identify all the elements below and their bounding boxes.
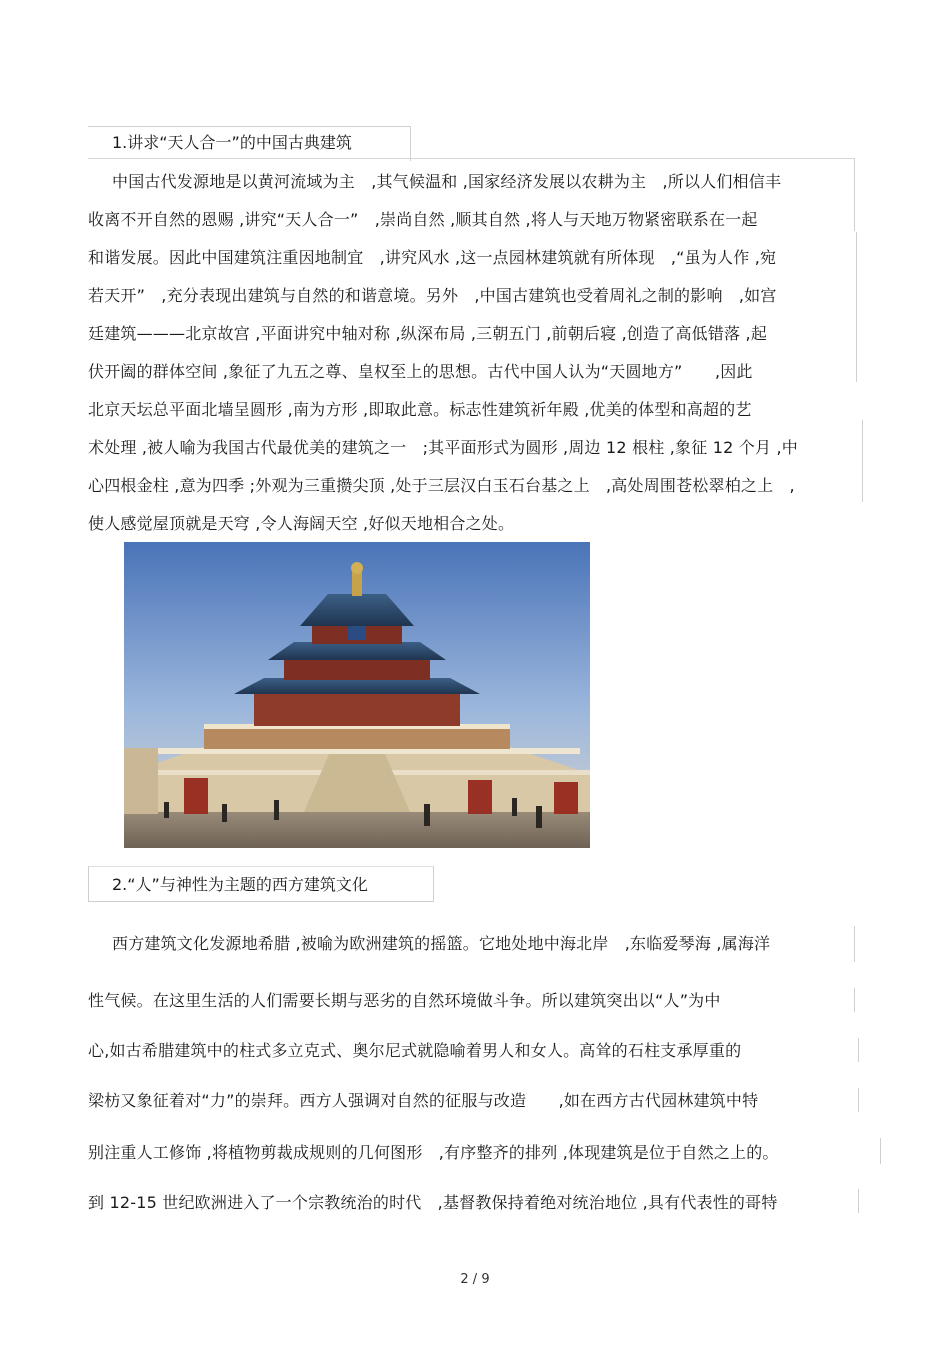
paragraph-line: 到 12-15 世纪欧洲进入了一个宗教统治的时代 ,基督教保持着绝对统治地位 ,具有代表性的哥特	[88, 1193, 778, 1212]
paragraph-line: 北京天坛总平面北墙呈圆形 ,南为方形 ,即取此意。标志性建筑祈年殿 ,优美的体型和高超的艺	[88, 400, 752, 419]
paragraph-line: 心四根金柱 ,意为四季 ;外观为三重攒尖顶 ,处于三层汉白玉石台基之上 ,高处周围苍松翠柏之上 ,	[88, 476, 795, 495]
paragraph-line: 和谐发展。因此中国建筑注重因地制宜 ,讲究风水 ,这一点园林建筑就有所体现 ,“虽为人作 ,宛	[88, 248, 777, 267]
paragraph-line: 使人感觉屋顶就是天穹 ,令人海阔天空 ,好似天地相合之处。	[88, 514, 515, 533]
page-number: 2 / 9	[460, 1272, 490, 1287]
paragraph-line: 术处理 ,被人喻为我国古代最优美的建筑之一 ;其平面形式为圆形 ,周边 12 根柱 ,象征 12 个月 ,中	[88, 438, 798, 457]
paragraph-line: 中国古代发源地是以黄河流域为主 ,其气候温和 ,国家经济发展以农耕为主 ,所以人们相信丰	[112, 172, 782, 191]
paragraph-line: 性气候。在这里生活的人们需要长期与恶劣的自然环境做斗争。所以建筑突出以“人”为中	[88, 991, 721, 1010]
paragraph-line: 梁枋又象征着对“力”的崇拜。西方人强调对自然的征服与改造 ,如在西方古代园林建筑中特	[88, 1091, 759, 1110]
section-2-heading: 2.“人”与神性为主题的西方建筑文化	[112, 875, 368, 894]
paragraph-line: 伏开阖的群体空间 ,象征了九五之尊、皇权至上的思想。古代中国人认为“天圆地方” ,因此	[88, 362, 753, 381]
section-1-heading: 1.讲求“天人合一”的中国古典建筑	[112, 133, 352, 152]
temple-of-heaven-photo	[124, 542, 590, 848]
paragraph-line: 别注重人工修饰 ,将植物剪裁成规则的几何图形 ,有序整齐的排列 ,体现建筑是位于自然之上的。	[88, 1143, 779, 1162]
paragraph-line: 若天开” ,充分表现出建筑与自然的和谐意境。另外 ,中国古建筑也受着周礼之制的影响 ,如宫	[88, 286, 777, 305]
paragraph-line: 西方建筑文化发源地希腊 ,被喻为欧洲建筑的摇篮。它地处地中海北岸 ,东临爱琴海 ,属海洋	[112, 934, 771, 953]
paragraph-line: 廷建筑———北京故宫 ,平面讲究中轴对称 ,纵深布局 ,三朝五门 ,前朝后寝 ,创造了高低错落 ,起	[88, 324, 768, 343]
paragraph-line: 收离不开自然的恩赐 ,讲究“天人合一” ,崇尚自然 ,顺其自然 ,将人与天地万物紧密联系在一起	[88, 210, 758, 229]
paragraph-line: 心,如古希腊建筑中的柱式多立克式、奥尔尼式就隐喻着男人和女人。高耸的石柱支承厚重的	[88, 1041, 742, 1060]
